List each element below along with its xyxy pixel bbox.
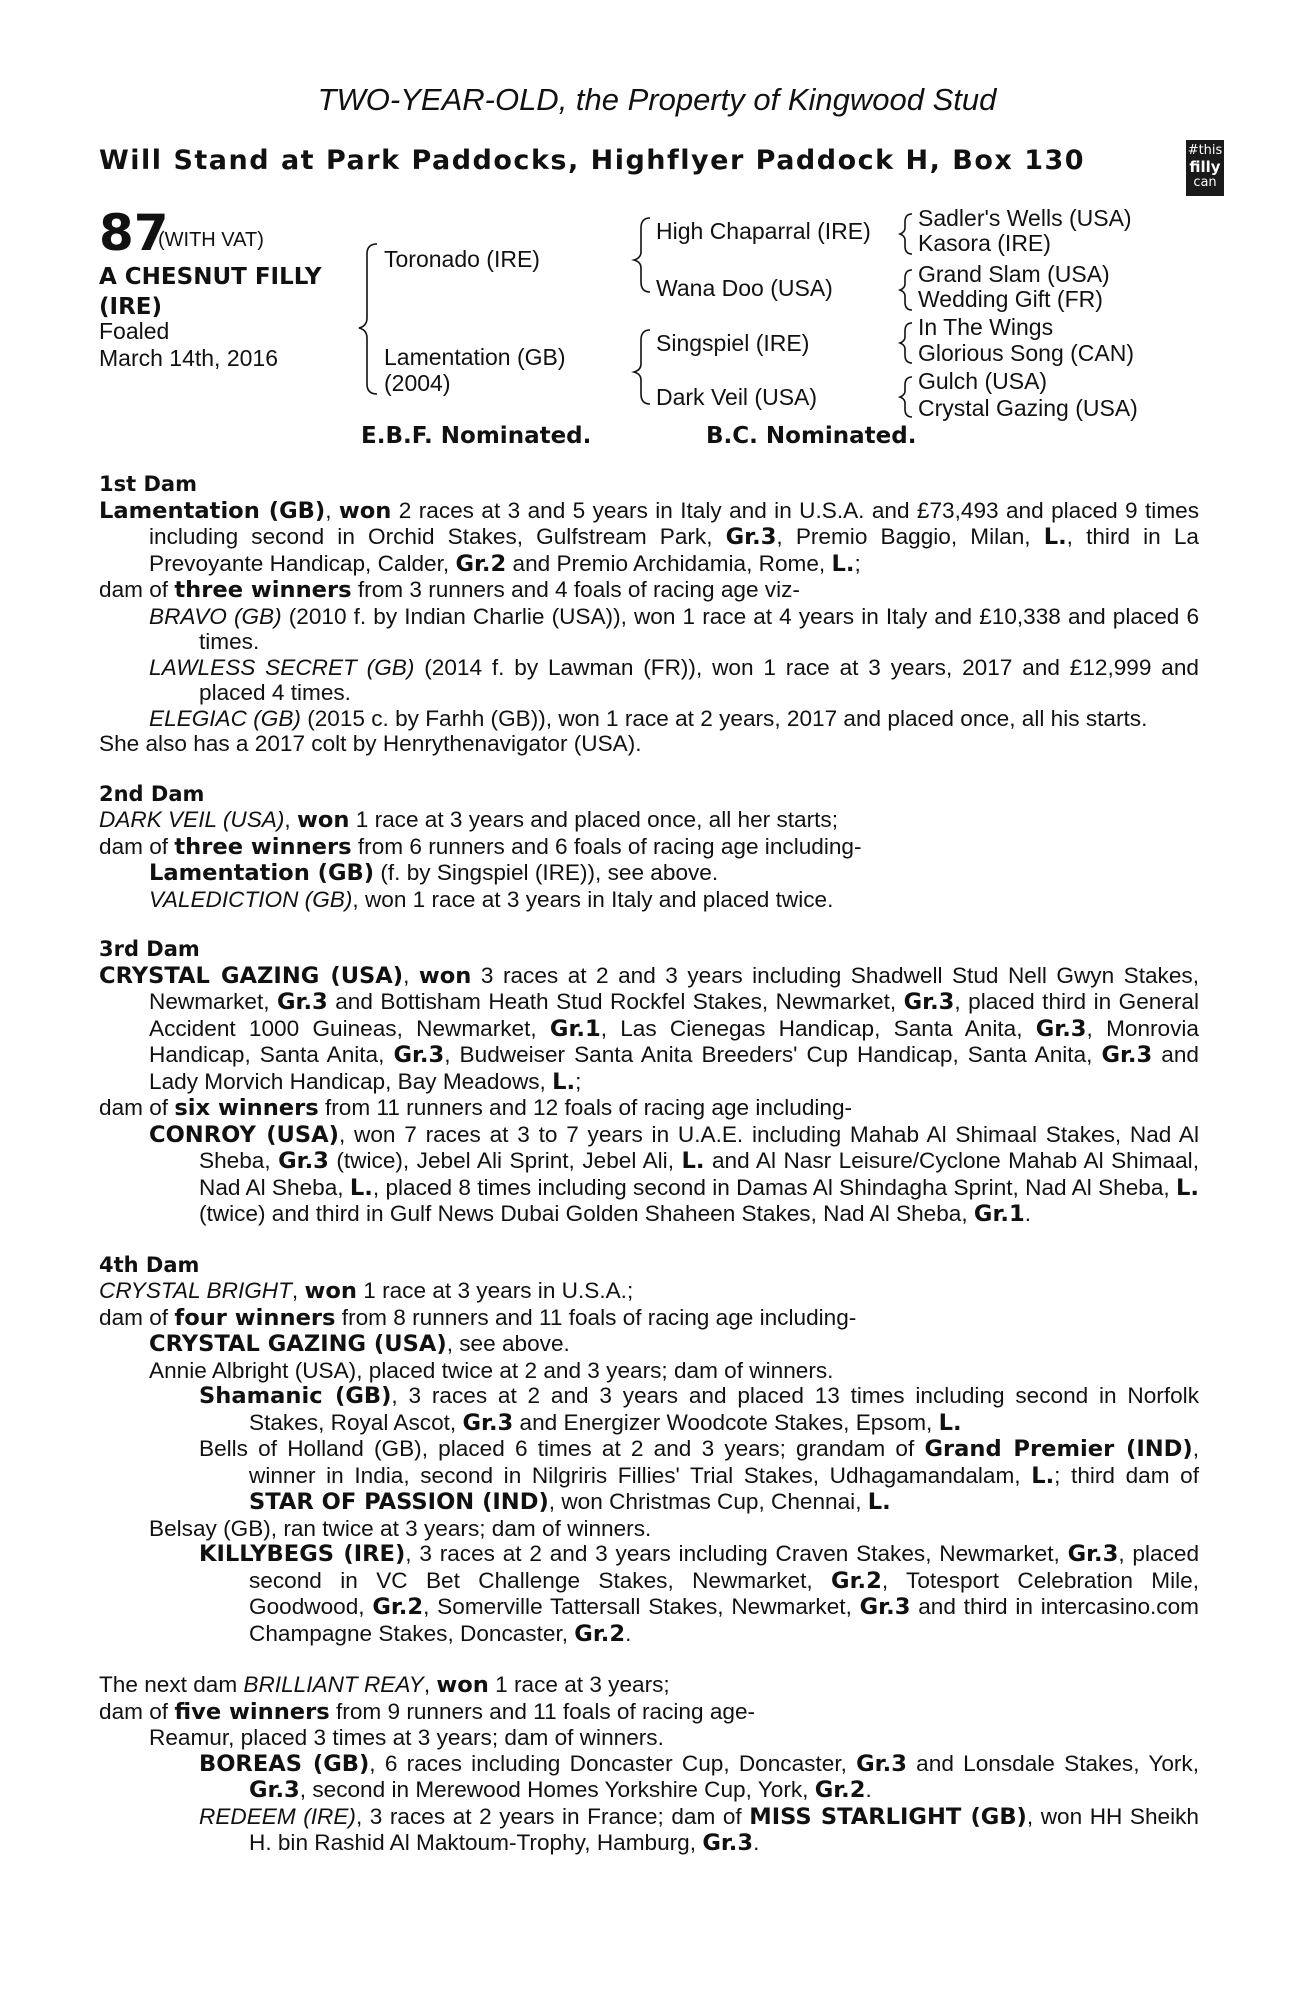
first-dam-record: Lamentation (GB), won 2 races at 3 and 5 years in Italy and in U.S.A. and £73,493 and placed 9 times including second in Orchid Stakes, Gulfstream Park, Gr.3, Premio Baggio, Milan, L., third in La Prevoyante Handicap, Calder, Gr.2 and Premio Archidamia, Rome, L.; [99,497,1200,577]
foaled-info [99,318,278,372]
sire-name: Toronado (IRE) [384,246,540,272]
logo-line-1: #this [1187,143,1223,158]
gen3-name-5: In The Wings [918,314,1054,340]
vat-note: (WITH VAT) [158,229,264,251]
dam-dam-name: Dark Veil (USA) [656,384,818,410]
first-dam-offspring-2: LAWLESS SECRET (GB) (2014 f. by Lawman (FR)), won 1 race at 3 years, 2017 and £12,999 and placed 4 times. [149,654,1199,705]
page-title: TWO-YEAR-OLD, the Property of Kingwood Stud [317,82,997,117]
fourth-dam-heading: 4th Dam [99,1252,200,1277]
fourth-dam-grand-offspring-2: Bells of Holland (GB), placed 6 times at 2 and 3 years; grandam of Grand Premier (IND), winner in India, second in Nilgriris Fillies' Trial Stakes, Udhagamandalam, L.; third dam of STAR OF PASSION (IND), won Christmas Cup, Chennai, L. [199,1436,1200,1515]
third-dam-record: CRYSTAL GAZING (USA), won 3 races at 2 and 3 years including Shadwell Stud Nell Gwyn Stakes, Newmarket, Gr.3 and Bottisham Heath Stud Rockfel Stakes, Newmarket, Gr.3, placed third in General Accident 1000 Guineas, Newmarket, Gr.1, Las Cienegas Handicap, Santa Anita, Gr.3, Monrovia Handicap, Santa Anita, Gr.3, Budweiser Santa Anita Breeders' Cup Handicap, Santa Anita, Gr.3 and Lady Morvich Handicap, Bay Meadows, L.; [99,962,1200,1095]
next-dam-grand-offspring-2: REDEEM (IRE), 3 races at 2 years in France; dam of MISS STARLIGHT (GB), won HH Sheikh H. bin Rashid Al Maktoum-Trophy, Hamburg, Gr.3. [199,1803,1199,1856]
gen3-brace-4 [900,377,912,417]
bc-nominated: B.C. Nominated. [706,423,917,449]
gen3-brace-3 [900,323,912,363]
ebf-nominated: E.B.F. Nominated. [361,423,592,449]
lot-description [99,262,322,322]
fourth-dam-offspring-1: CRYSTAL GAZING (USA), see above. [149,1331,570,1357]
first-dam-produce-summary: dam of three winners from 3 runners and 4 foals of racing age viz- [99,577,800,603]
first-dam-note: She also has a 2017 colt by Henrythenavigator (USA). [99,731,642,756]
logo-line-2: filly [1189,158,1221,176]
third-dam-heading: 3rd Dam [99,937,200,961]
dam-name: Lamentation (GB) [99,497,326,524]
fourth-dam-record: CRYSTAL BRIGHT, won 1 race at 3 years in U.S.A.; [99,1278,634,1304]
second-dam-produce-summary: dam of three winners from 6 runners and 6 foals of racing age including- [99,833,862,860]
next-dam-produce-summary: dam of five winners from 9 runners and 11 foals of racing age- [99,1698,756,1725]
fourth-dam-grand-offspring-3: KILLYBEGS (IRE), 3 races at 2 and 3 years including Craven Stakes, Newmarket, Gr.3, placed second in VC Bet Challenge Stakes, Newmarket, Gr.2, Totesport Celebration Mile, Goodwood, Gr.2, Somerville Tattersall Stakes, Newmarket, Gr.3 and third in intercasino.com Champagne Stakes, Doncaster, Gr.2. [199,1541,1200,1647]
catalogue-body [99,472,1199,1857]
gen3-brace-1 [900,214,912,254]
dam-year: (2004) [384,370,451,396]
third-dam-produce-summary: dam of six winners from 11 runners and 12 foals of racing age including- [99,1095,853,1121]
dam-name: Lamentation (GB) [384,344,566,370]
sire-dam-name: Wana Doo (USA) [656,275,833,301]
logo-line-3: can [1193,175,1217,190]
next-dam-offspring-1: Reamur, placed 3 times at 3 years; dam of winners. [149,1725,664,1750]
gen3-name-6: Glorious Song (CAN) [918,340,1135,366]
gen3-brace-2 [900,270,912,310]
gen2-sire-brace [634,218,650,292]
third-dam-offspring-1: CONROY (USA), won 7 races at 3 to 7 years in U.A.E. including Mahab Al Shimaal Stakes, Nad Al Sheba, Gr.3 (twice), Jebel Ali Sprint, Jebel Ali, L. and Al Nasr Leisure/Cyclone Mahab Al Shimaal, Nad Al Sheba, L., placed 8 times including second in Damas Al Shindagha Sprint, Nad Al Sheba, L. (twice) and third in Gulf News Dubai Golden Shaheen Stakes, Nad Al Sheba, Gr.1. [149,1121,1199,1227]
fourth-dam-offspring-2: Annie Albright (USA), placed twice at 2 and 3 years; dam of winners. [149,1357,834,1383]
foaled-label: Foaled [99,318,170,344]
lot-number: 87 [99,204,169,262]
gen3-name-7: Gulch (USA) [918,368,1048,394]
fourth-dam-grand-offspring-1: Shamanic (GB), 3 races at 2 and 3 years and placed 13 times including second in Norfolk Stakes, Royal Ascot, Gr.3 and Energizer Woodcote Stakes, Epsom, L. [199,1383,1199,1436]
second-dam-offspring-2: VALEDICTION (GB), won 1 race at 3 years in Italy and placed twice. [149,886,834,912]
second-dam-record: DARK VEIL (USA), won 1 race at 3 years and placed once, all her starts; [99,807,838,833]
gen1-brace [359,244,377,394]
fourth-dam-offspring-3: Belsay (GB), ran twice at 3 years; dam of winners. [149,1515,652,1541]
next-dam-grand-offspring-1: BOREAS (GB), 6 races including Doncaster Cup, Doncaster, Gr.3 and Lonsdale Stakes, York, Gr.3, second in Merewood Homes Yorkshire Cup, York, Gr.2. [199,1750,1199,1803]
gen3-name-3: Grand Slam (USA) [918,261,1110,287]
won-label: won [338,497,392,524]
next-dam-record: The next dam BRILLIANT REAY, won 1 race at 3 years; [99,1672,670,1698]
gen3-name-2: Kasora (IRE) [918,230,1051,256]
sire-sire-name: High Chaparral (IRE) [656,218,871,244]
stand-location: Will Stand at Park Paddocks, Highflyer Paddock H, Box 130 [99,145,1086,176]
first-dam-offspring-1: BRAVO (GB) (2010 f. by Indian Charlie (USA)), won 1 race at 4 years in Italy and £10,338 and placed 6 times. [149,603,1200,654]
first-dam-offspring-3: ELEGIAC (GB) (2015 c. by Farhh (GB)), won 1 race at 2 years, 2017 and placed once, all his starts. [149,705,1148,731]
gen3-name-1: Sadler's Wells (USA) [918,205,1132,231]
this-filly-can-logo [1186,140,1224,196]
dam-sire-name: Singspiel (IRE) [656,330,810,356]
foaled-date: March 14th, 2016 [99,345,279,371]
lot-name-line-2: (IRE) [99,294,163,320]
first-dam-heading: 1st Dam [99,472,197,496]
fourth-dam-produce-summary: dam of four winners from 8 runners and 11 foals of racing age including- [99,1304,857,1331]
second-dam-heading: 2nd Dam [99,781,205,806]
gen2-dam-brace [634,330,650,404]
gen3-name-8: Crystal Gazing (USA) [918,395,1138,421]
gen3-name-4: Wedding Gift (FR) [918,286,1103,312]
second-dam-offspring-1: Lamentation (GB) (f. by Singspiel (IRE)), see above. [149,860,719,886]
lot-name-line-1: A CHESNUT FILLY [99,264,322,290]
